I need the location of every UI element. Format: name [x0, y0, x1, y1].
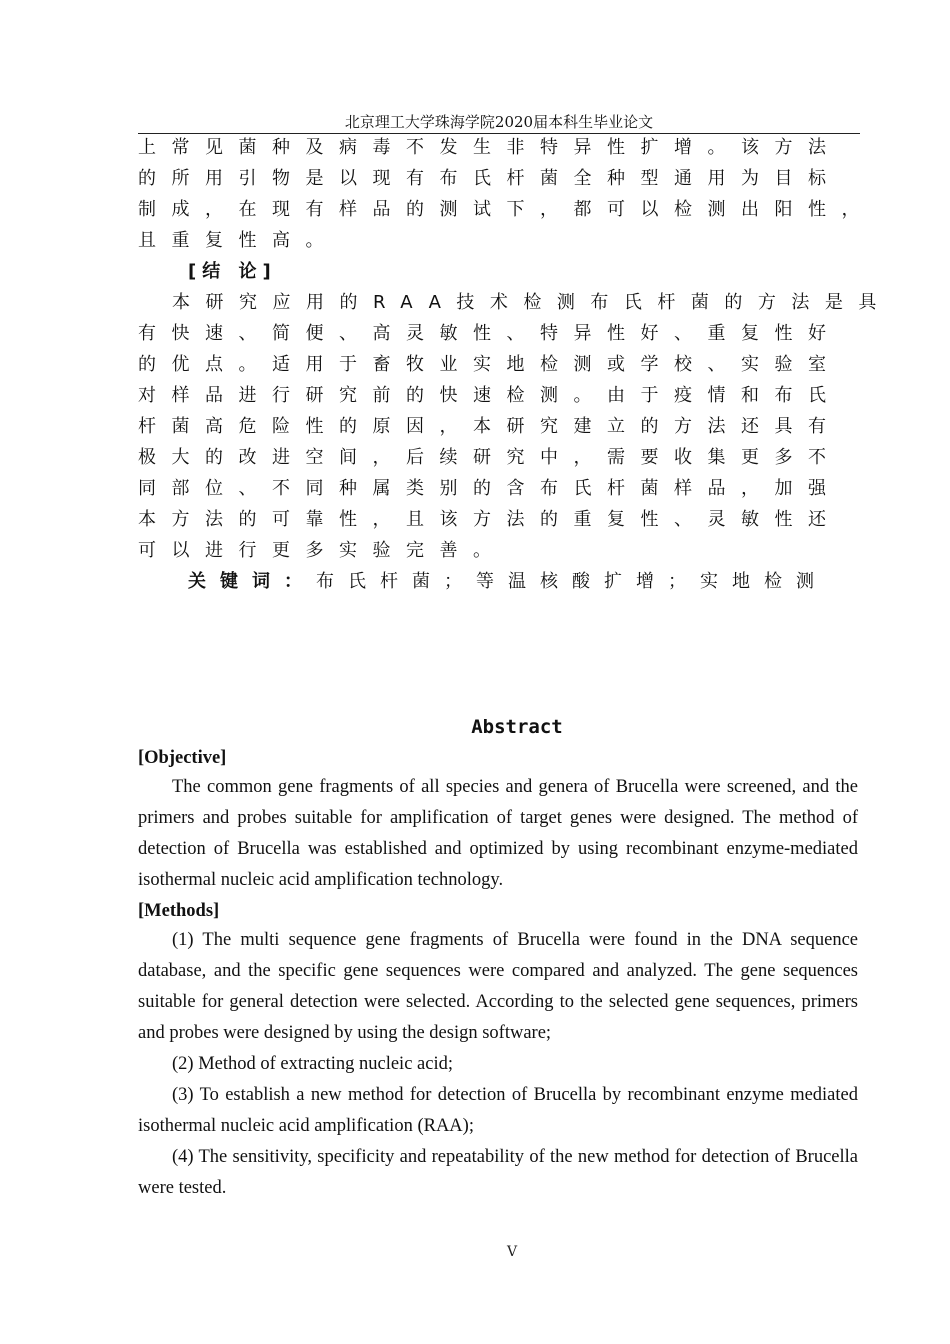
- summary-line: 且重复性高。: [138, 230, 339, 251]
- conclusion-line: 对样品进行研究前的快速检测。由于疫情和布氏: [138, 385, 842, 406]
- keywords-line: [138, 566, 860, 597]
- page-number: V: [506, 1244, 518, 1260]
- abstract-title: Abstract: [471, 716, 563, 738]
- abstract-body: [138, 744, 858, 1204]
- method-item: (1) The multi sequence gene fragments of Brucella were found in the DNA sequence database, and the specific gene sequences were compared and analyzed. The gene sequences suitable for general detection were selected. According to the selected gene sequences, primers and probes were designed by using the design software;: [138, 930, 858, 1043]
- method-item: (2) Method of extracting nucleic acid;: [172, 1054, 453, 1074]
- summary-line: 上常见菌种及病毒不发生非特异性扩增。该方法: [138, 137, 842, 158]
- method-item: (3) To establish a new method for detection of Brucella by recombinant enzyme mediated isothermal nucleic acid amplification (RAA);: [138, 1085, 858, 1136]
- conclusion-line: 同部位、不同种属类别的含布氏杆菌样品，加强: [138, 478, 842, 499]
- chinese-summary: [138, 132, 892, 597]
- conclusion-line: 杆菌高危险性的原因，本研究建立的方法还具有: [138, 416, 842, 437]
- conclusion-line: 的优点。适用于畜牧业实地检测或学校、实验室: [138, 354, 842, 375]
- summary-line: 的所用引物是以现有布氏杆菌全种型通用为目标: [138, 168, 842, 189]
- objective-heading: [Objective]: [138, 748, 227, 768]
- conclusion-line: 本方法的可靠性，且该方法的重复性、灵敏性还: [138, 509, 842, 530]
- objective-paragraph: The common gene fragments of all species and genera of Brucella were screened, and the primers and probes suitable for amplification of target genes were designed. The method of detection of Brucella was established and optimized by using recombinant enzyme-mediated isothermal nucleic acid amplification technology.: [138, 777, 858, 890]
- method-item: (4) The sensitivity, specificity and repeatability of the new method for detection of Brucella were tested.: [138, 1147, 858, 1198]
- conclusion-line: 极大的改进空间，后续研究中，需要收集更多不: [138, 447, 842, 468]
- conclusion-line: 可以进行更多实验完善。: [138, 540, 507, 561]
- conclusion-heading: [结 论]: [188, 261, 277, 282]
- keywords-label: 关键词：: [188, 571, 316, 592]
- conclusion-line: 有快速、简便、高灵敏性、特异性好、重复性好: [138, 323, 842, 344]
- conclusion-line: 本研究应用的RAA技术检测布氏杆菌的方法是具: [172, 292, 892, 313]
- methods-heading: [Methods]: [138, 901, 220, 921]
- summary-line: 制成，在现有样品的测试下，都可以检测出阳性，: [138, 199, 875, 220]
- keywords-text: 布氏杆菌；等温核酸扩增；实地检测: [316, 571, 828, 592]
- page-header: 北京理工大学珠海学院2020届本科生毕业论文: [138, 112, 860, 134]
